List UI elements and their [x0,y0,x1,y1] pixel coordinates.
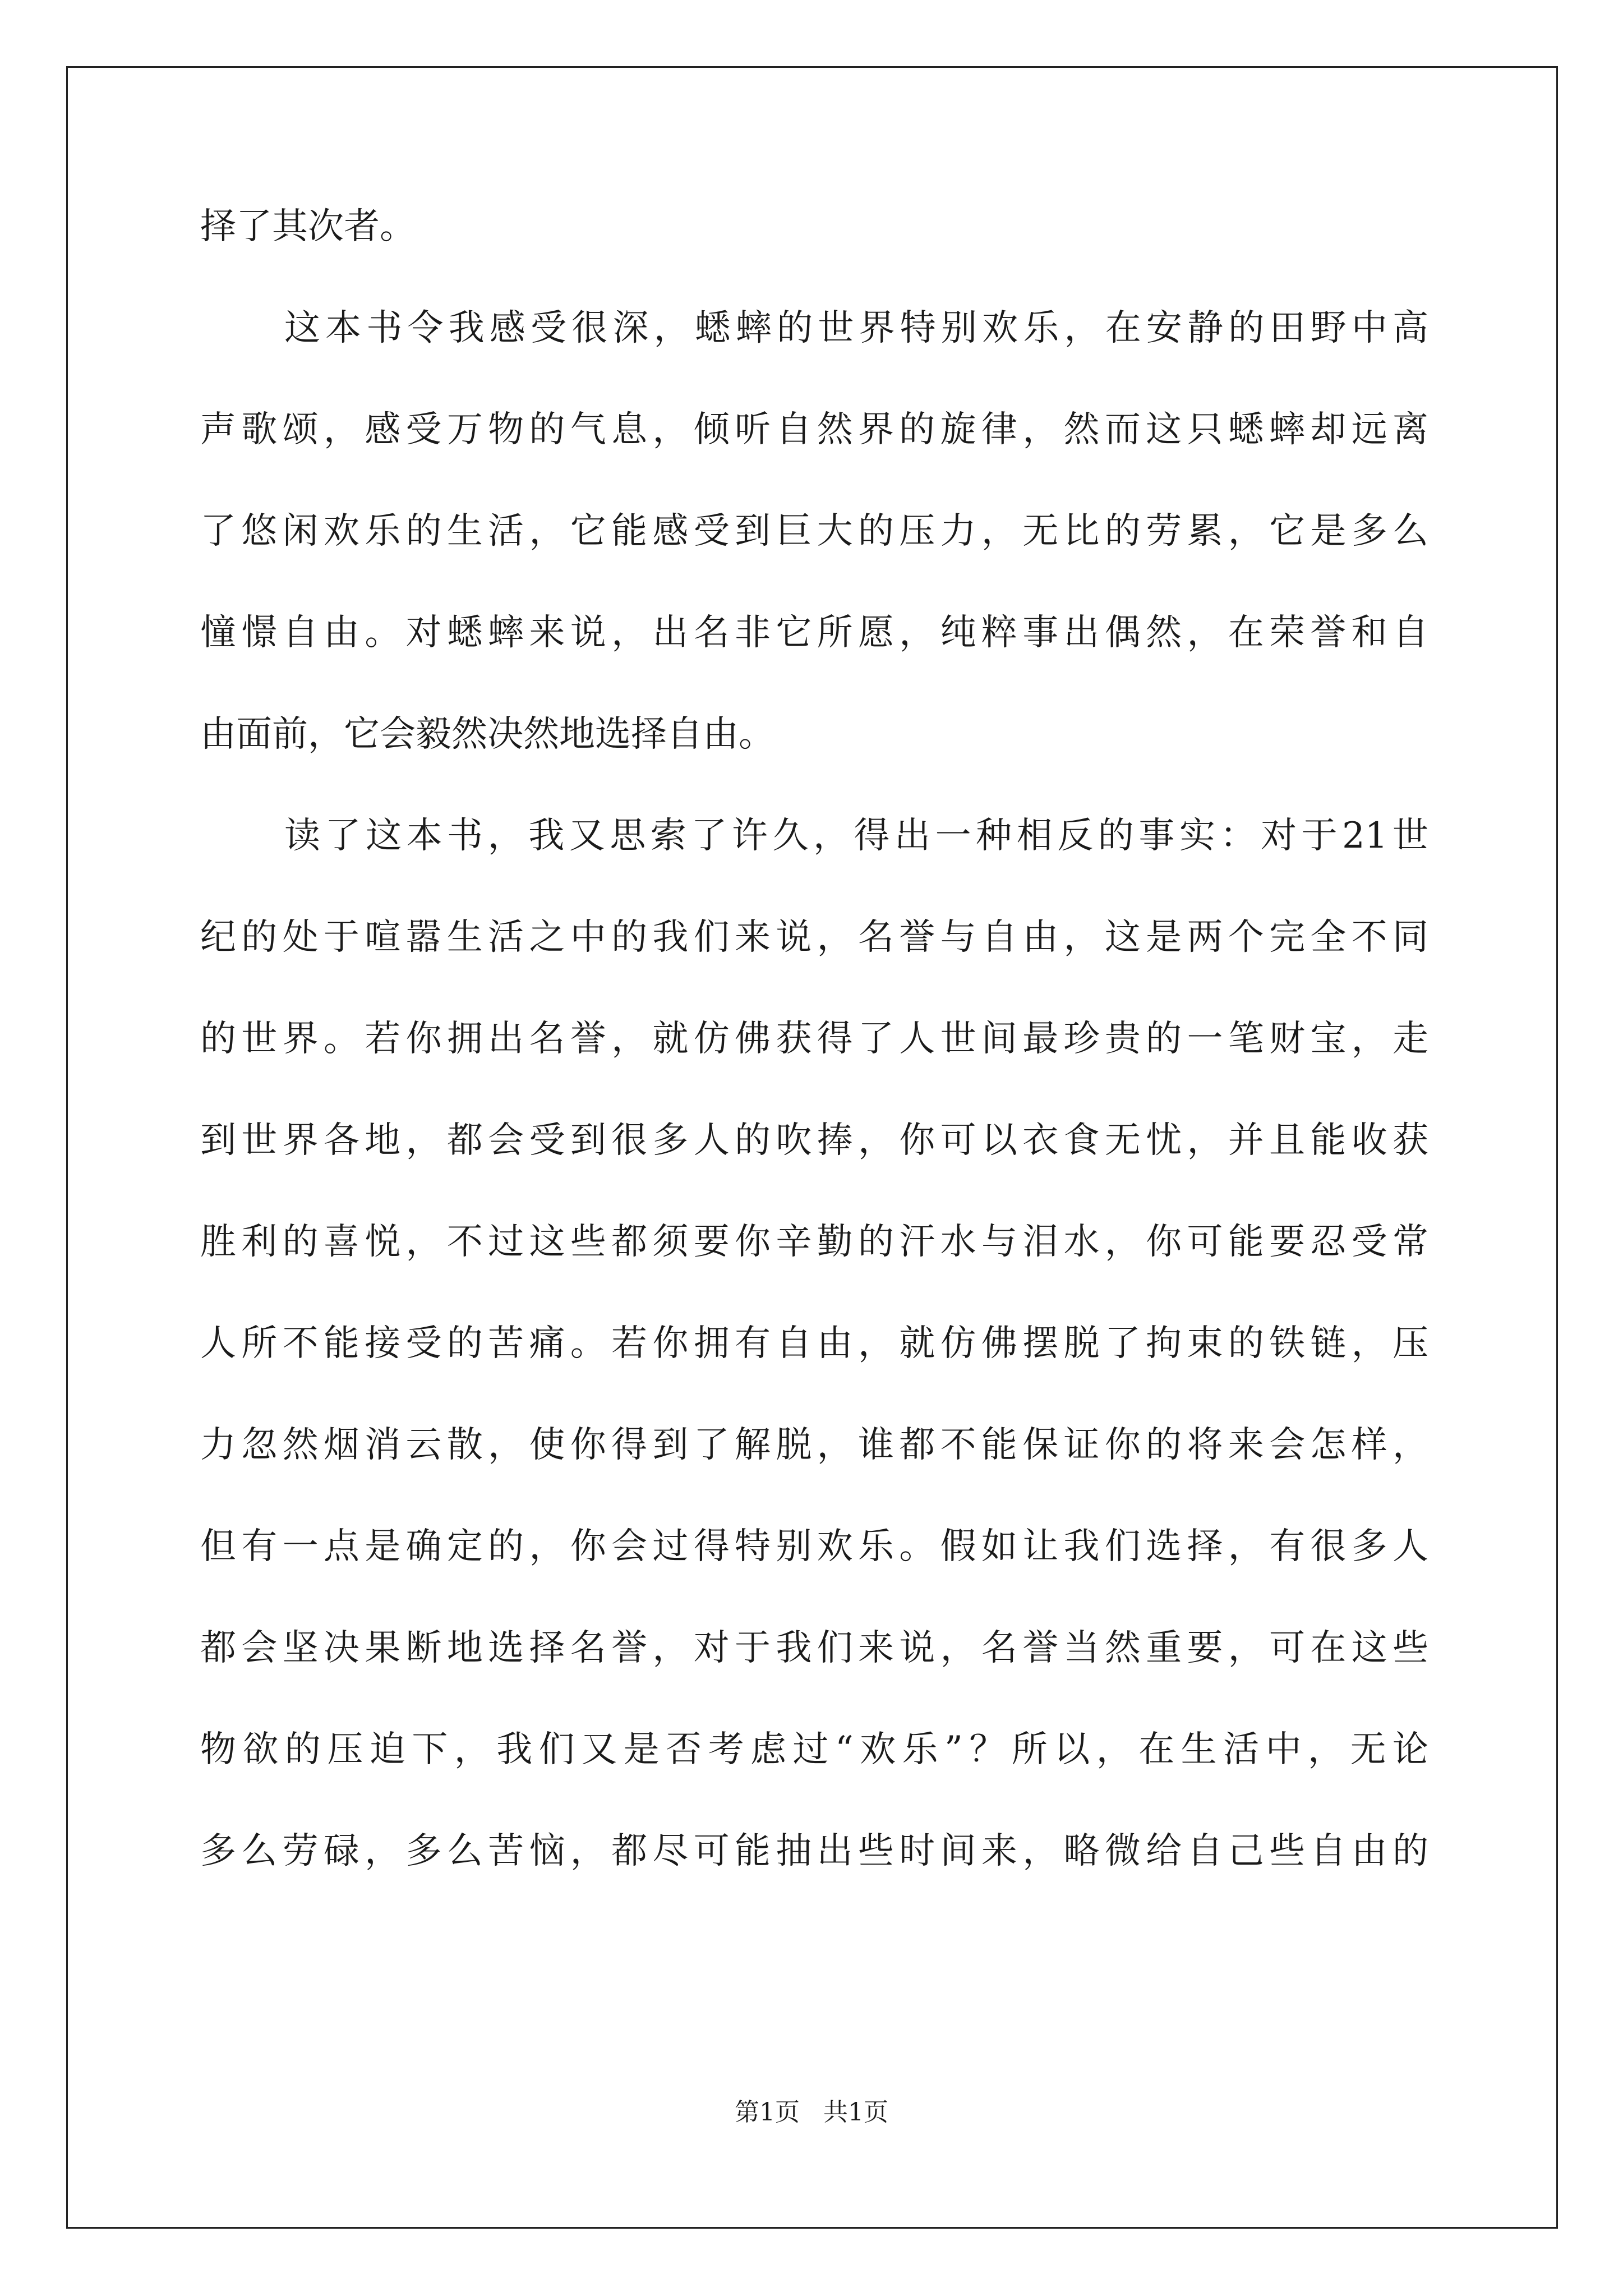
text-line [200,716,1428,818]
text-line-content: 这本书令我感受很深，蟋蟀的世界特别欢乐，在安静的田野中高 [284,307,1428,349]
text-line-content: 由面前，它会毅然决然地选择自由。 [200,714,774,755]
text-line [200,1729,1428,1833]
text-line-content: 纪的处于喧嚣生活之中的我们来说，名誉与自由，这是两个完全不同 [200,917,1428,958]
text-line [200,1018,1428,1122]
text-line [200,409,1428,513]
text-line-content: 择了其次者。 [200,206,416,247]
text-line [200,612,1428,716]
text-line [200,1221,1428,1326]
text-line [200,1526,1428,1630]
text-line [200,919,1428,1021]
text-line-content: 到世界各地，都会受到很多人的吹捧，你可以衣食无忧，并且能收获 [200,1120,1428,1161]
text-line [200,815,1428,919]
page-footer: 第1页 共1页 [735,2098,888,2127]
text-line-content: 的世界。若你拥出名誉，就仿佛获得了人世间最珍贵的一笔财宝，走 [200,1018,1428,1060]
text-line-content: 人所不能接受的苦痛。若你拥有自由，就仿佛摆脱了拘束的铁链，压 [200,1323,1428,1364]
text-line [200,1323,1428,1427]
document-body [200,206,1428,1935]
text-line-content: 胜利的喜悦，不过这些都须要你辛勤的汗水与泪水，你可能要忍受常 [200,1221,1428,1263]
text-line-content: 但有一点是确定的，你会过得特别欢乐。假如让我们选择，有很多人 [200,1526,1428,1567]
text-line [200,307,1428,412]
text-line [200,1122,1428,1224]
text-line [200,1627,1428,1732]
text-line-content: 了悠闲欢乐的生活，它能感受到巨大的压力，无比的劳累，它是多么 [200,510,1428,552]
text-line [200,510,1428,615]
text-line [200,1424,1428,1529]
text-line-content: 物欲的压迫下，我们又是否考虑过“欢乐”？所以，在生活中，无论 [200,1729,1428,1770]
text-line-content: 多么劳碌，多么苦恼，都尽可能抽出些时间来，略微给自己些自由的 [200,1830,1428,1872]
text-line-content: 都会坚决果断地选择名誉，对于我们来说，名誉当然重要，可在这些 [200,1627,1428,1669]
text-line-content: 读了这本书，我又思索了许久，得出一种相反的事实：对于21世 [284,815,1428,857]
text-line [200,1830,1428,1935]
text-line-content: 力忽然烟消云散，使你得到了解脱，谁都不能保证你的将来会怎样， [200,1424,1428,1466]
text-line-content: 声歌颂，感受万物的气息，倾听自然界的旋律，然而这只蟋蟀却远离 [200,409,1428,450]
text-line [200,206,1428,310]
text-line-content: 憧憬自由。对蟋蟀来说，出名非它所愿，纯粹事出偶然，在荣誉和自 [200,612,1428,654]
